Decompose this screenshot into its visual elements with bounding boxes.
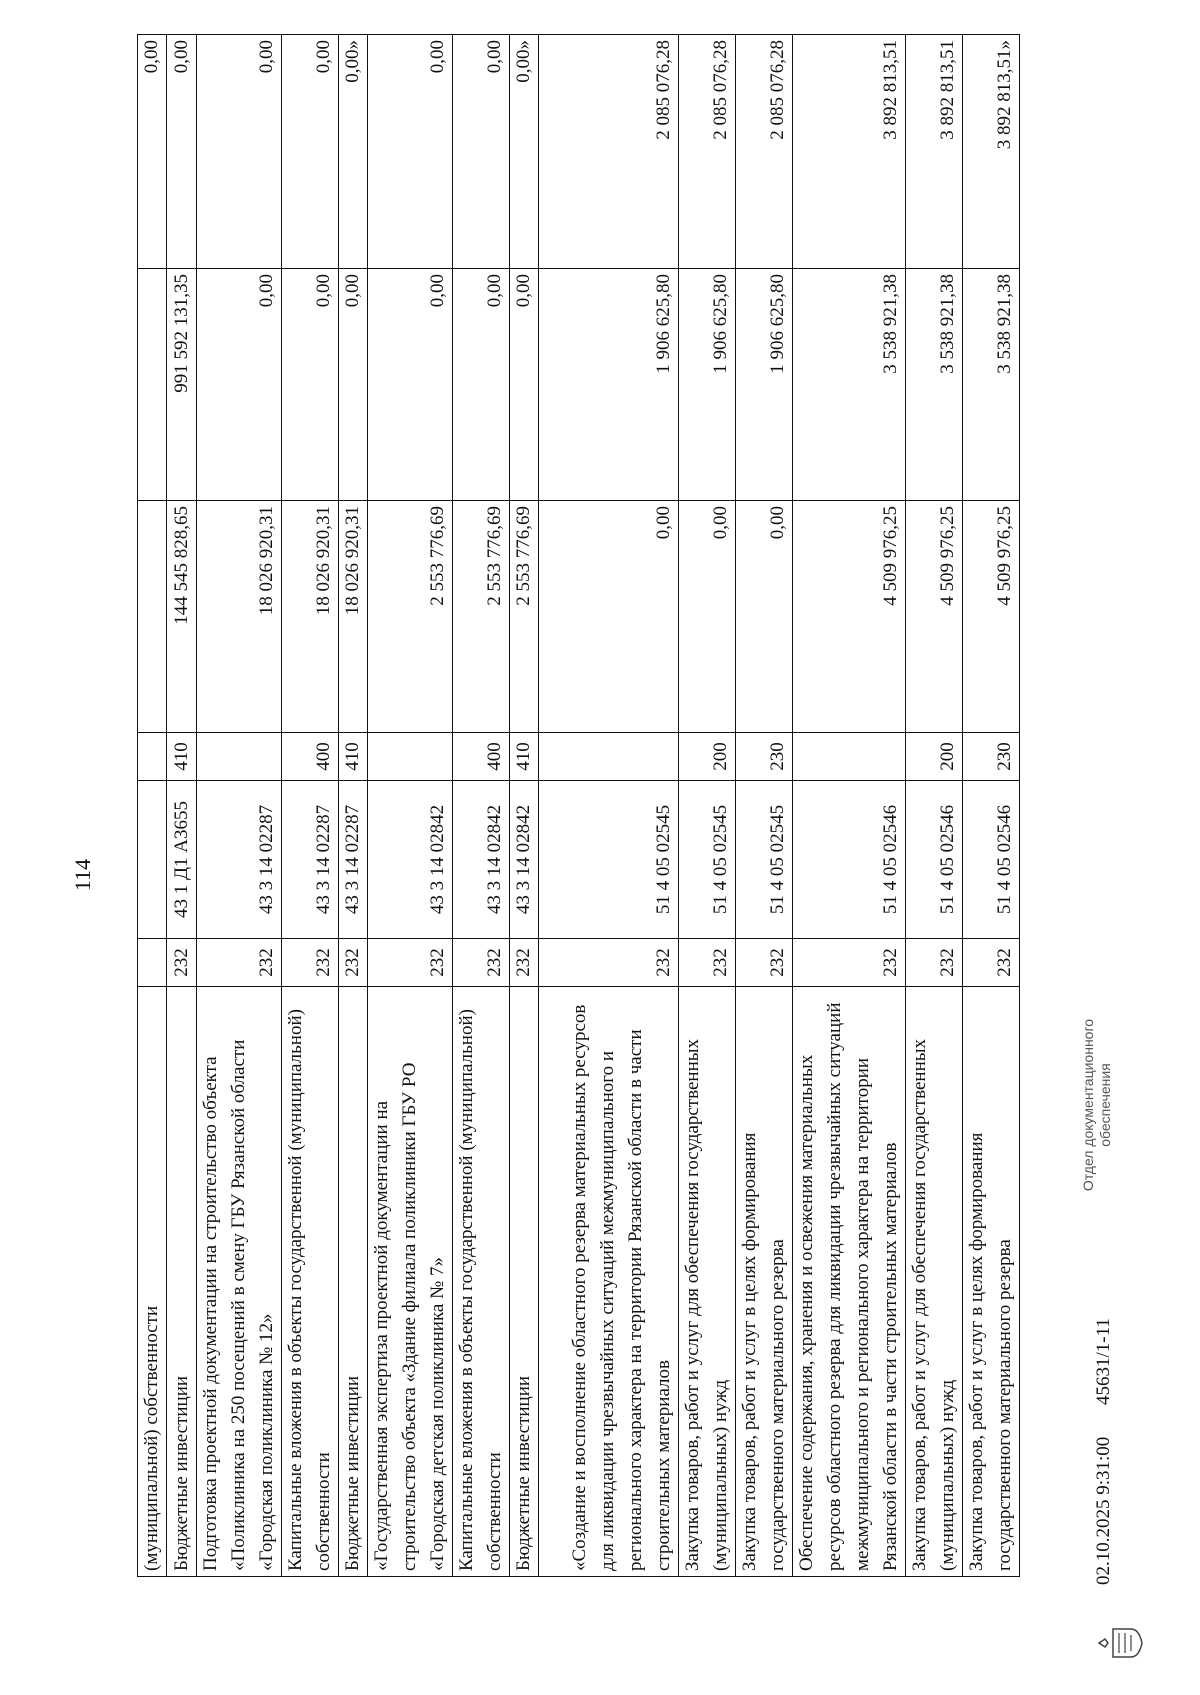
row-name: Подготовка проектной документации на строительство объекта «Поликлиника на 250 посещений в смену ГБУ Рязанской области «Городская поликлиника № 12» bbox=[197, 987, 282, 1577]
cell-csr: 43 3 14 02842 bbox=[368, 781, 453, 939]
cell-csr: 51 4 05 02545 bbox=[679, 781, 736, 939]
cell-vr: 400 bbox=[453, 733, 510, 781]
cell-csr: 43 3 14 02842 bbox=[510, 781, 539, 939]
cell-csr: 43 3 14 02287 bbox=[339, 781, 368, 939]
cell-csr: 43 3 14 02287 bbox=[197, 781, 282, 939]
row-name: Бюджетные инвестиции bbox=[167, 987, 197, 1577]
department-stamp bbox=[1080, 965, 1114, 1245]
cell-vr bbox=[793, 733, 906, 781]
cell-value-2: 991 592 131,35 bbox=[167, 269, 197, 501]
cell-value-3: 2 085 076,28 bbox=[679, 35, 736, 269]
cell-value-1: 0,00 bbox=[539, 501, 679, 733]
cell-value-1 bbox=[138, 501, 167, 733]
cell-value-3: 0,00 bbox=[282, 35, 339, 269]
cell-vr: 410 bbox=[167, 733, 197, 781]
table-row bbox=[963, 35, 1020, 1577]
cell-value-3: 3 892 813,51» bbox=[963, 35, 1020, 269]
cell-vr: 410 bbox=[510, 733, 539, 781]
cell-value-1: 144 545 828,65 bbox=[167, 501, 197, 733]
cell-value-1: 18 026 920,31 bbox=[339, 501, 368, 733]
cell-value-3: 3 892 813,51 bbox=[906, 35, 963, 269]
cell-gr: 232 bbox=[368, 939, 453, 987]
row-name: Закупка товаров, работ и услуг для обеспечения государственных (муниципальных) нужд bbox=[906, 987, 963, 1577]
cell-vr bbox=[197, 733, 282, 781]
cell-value-1: 2 553 776,69 bbox=[453, 501, 510, 733]
cell-csr: 51 4 05 02546 bbox=[906, 781, 963, 939]
row-name: Бюджетные инвестиции bbox=[339, 987, 368, 1577]
cell-value-2: 0,00 bbox=[453, 269, 510, 501]
cell-vr: 200 bbox=[906, 733, 963, 781]
cell-vr: 230 bbox=[736, 733, 793, 781]
cell-vr bbox=[539, 733, 679, 781]
cell-gr: 232 bbox=[167, 939, 197, 987]
row-name: Закупка товаров, работ и услуг в целях формирования государственного материального резерва bbox=[736, 987, 793, 1577]
cell-csr: 43 1 Д1 А3655 bbox=[167, 781, 197, 939]
cell-vr bbox=[138, 733, 167, 781]
cell-value-2: 3 538 921,38 bbox=[793, 269, 906, 501]
cell-value-3: 2 085 076,28 bbox=[539, 35, 679, 269]
cell-value-1: 0,00 bbox=[679, 501, 736, 733]
cell-csr: 51 4 05 02546 bbox=[793, 781, 906, 939]
cell-value-1: 18 026 920,31 bbox=[197, 501, 282, 733]
cell-value-2: 1 906 625,80 bbox=[539, 269, 679, 501]
cell-value-3: 0,00 bbox=[453, 35, 510, 269]
table-row bbox=[539, 35, 679, 1577]
table-row bbox=[282, 35, 339, 1577]
cell-value-2: 0,00 bbox=[510, 269, 539, 501]
cell-value-1: 2 553 776,69 bbox=[368, 501, 453, 733]
cell-vr bbox=[368, 733, 453, 781]
cell-gr: 232 bbox=[339, 939, 368, 987]
cell-csr: 43 3 14 02287 bbox=[282, 781, 339, 939]
cell-gr: 232 bbox=[539, 939, 679, 987]
cell-csr bbox=[138, 781, 167, 939]
cell-vr: 200 bbox=[679, 733, 736, 781]
cell-gr: 232 bbox=[736, 939, 793, 987]
cell-value-3: 2 085 076,28 bbox=[736, 35, 793, 269]
cell-csr: 51 4 05 02545 bbox=[736, 781, 793, 939]
stamp-line-1: Отдел документационного bbox=[1080, 1018, 1096, 1192]
stamp-line-2: обеспечения bbox=[1097, 1063, 1113, 1147]
cell-vr: 230 bbox=[963, 733, 1020, 781]
cell-value-1: 0,00 bbox=[736, 501, 793, 733]
cell-value-3: 0,00 bbox=[368, 35, 453, 269]
cell-gr: 232 bbox=[679, 939, 736, 987]
cell-gr: 232 bbox=[906, 939, 963, 987]
cell-value-2: 1 906 625,80 bbox=[736, 269, 793, 501]
table-row bbox=[510, 35, 539, 1577]
cell-vr: 410 bbox=[339, 733, 368, 781]
table-row bbox=[793, 35, 906, 1577]
row-name: «Создание и восполнение областного резерва материальных ресурсов для ликвидации чрезвычайных ситуаций межмуниципального и регионального характера на территории Рязанской области в части строительных материалов bbox=[539, 987, 679, 1577]
cell-gr: 232 bbox=[282, 939, 339, 987]
cell-value-2 bbox=[138, 269, 167, 501]
table-row bbox=[138, 35, 167, 1577]
row-name: Капитальные вложения в объекты государственной (муниципальной) собственности bbox=[282, 987, 339, 1577]
cell-vr: 400 bbox=[282, 733, 339, 781]
cell-value-1: 2 553 776,69 bbox=[510, 501, 539, 733]
row-name: Бюджетные инвестиции bbox=[510, 987, 539, 1577]
table-row bbox=[453, 35, 510, 1577]
cell-value-3: 0,00 bbox=[167, 35, 197, 269]
cell-value-2: 0,00 bbox=[197, 269, 282, 501]
cell-gr: 232 bbox=[793, 939, 906, 987]
footer-doc-id: 45631/1-11 bbox=[1093, 1318, 1114, 1405]
cell-value-2: 0,00 bbox=[282, 269, 339, 501]
table-row bbox=[197, 35, 282, 1577]
row-name: «Государственная экспертиза проектной документации на строительство объекта «Здание филиала поликлиники ГБУ РО «Городская детская поликлиника № 7» bbox=[368, 987, 453, 1577]
cell-gr: 232 bbox=[453, 939, 510, 987]
cell-value-3: 0,00 bbox=[197, 35, 282, 269]
cell-value-3: 0,00 bbox=[138, 35, 167, 269]
cell-value-1: 4 509 976,25 bbox=[963, 501, 1020, 733]
cell-value-2: 3 538 921,38 bbox=[963, 269, 1020, 501]
cell-csr: 51 4 05 02546 bbox=[963, 781, 1020, 939]
row-name: Капитальные вложения в объекты государственной (муниципальной) собственности bbox=[453, 987, 510, 1577]
cell-gr: 232 bbox=[197, 939, 282, 987]
row-name: Обеспечение содержания, хранения и освежения материальных ресурсов областного резерва для ликвидации чрезвычайных ситуаций межмуниципального и регионального характера на территории Рязанской области в части строительных материалов bbox=[793, 987, 906, 1577]
cell-value-3: 3 892 813,51 bbox=[793, 35, 906, 269]
cell-value-1: 18 026 920,31 bbox=[282, 501, 339, 733]
cell-gr bbox=[138, 939, 167, 987]
row-name: (муниципальной) собственности bbox=[138, 987, 167, 1577]
cell-value-2: 3 538 921,38 bbox=[906, 269, 963, 501]
coat-of-arms-icon bbox=[1095, 1619, 1145, 1667]
row-name: Закупка товаров, работ и услуг в целях формирования государственного материального резерва bbox=[963, 987, 1020, 1577]
cell-value-1: 4 509 976,25 bbox=[906, 501, 963, 733]
cell-value-3: 0,00» bbox=[510, 35, 539, 269]
cell-csr: 51 4 05 02545 bbox=[539, 781, 679, 939]
table-row bbox=[736, 35, 793, 1577]
budget-table bbox=[137, 34, 1020, 1577]
table-row bbox=[679, 35, 736, 1577]
table-row bbox=[339, 35, 368, 1577]
cell-value-1: 4 509 976,25 bbox=[793, 501, 906, 733]
table-row bbox=[167, 35, 197, 1577]
table-row bbox=[906, 35, 963, 1577]
cell-value-3: 0,00» bbox=[339, 35, 368, 269]
footer-date: 02.10.2025 9:31:00 bbox=[1093, 1436, 1114, 1585]
table-row bbox=[368, 35, 453, 1577]
row-name: Закупка товаров, работ и услуг для обеспечения государственных (муниципальных) нужд bbox=[679, 987, 736, 1577]
cell-value-2: 0,00 bbox=[339, 269, 368, 501]
page-number: 114 bbox=[70, 858, 95, 892]
cell-gr: 232 bbox=[510, 939, 539, 987]
cell-gr: 232 bbox=[963, 939, 1020, 987]
cell-csr: 43 3 14 02842 bbox=[453, 781, 510, 939]
cell-value-2: 1 906 625,80 bbox=[679, 269, 736, 501]
cell-value-2: 0,00 bbox=[368, 269, 453, 501]
